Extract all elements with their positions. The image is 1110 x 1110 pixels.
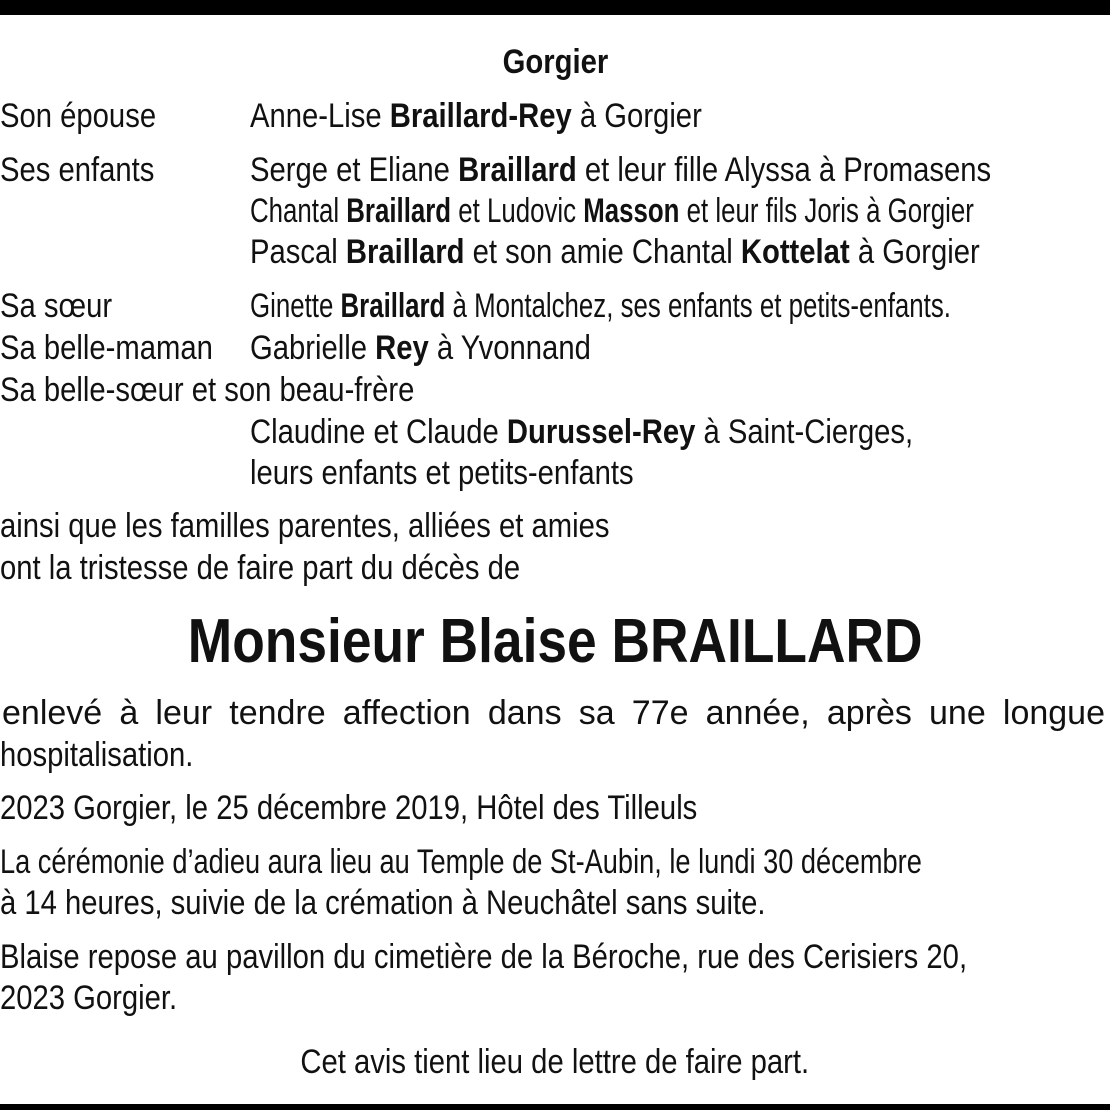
mother-in-law-entry: Gabrielle Rey à Yvonnand <box>250 329 591 367</box>
bottom-border-rule <box>0 1104 1110 1110</box>
child-entry-2: Chantal Braillard et Ludovic Masson et leur fils Joris à Gorgier <box>250 192 974 230</box>
in-laws-entry-line2: leurs enfants et petits-enfants <box>250 454 634 492</box>
mother-in-law-label: Sa belle-maman <box>0 329 213 367</box>
sister-label: Sa sœur <box>0 287 113 325</box>
paragraph-4-line-2: 2023 Gorgier. <box>0 979 178 1017</box>
paragraph-4-line-1: Blaise repose au pavillon du cimetière de la Béroche, rue des Cerisiers 20, <box>0 938 968 976</box>
announce-line-2: ont la tristesse de faire part du décès de <box>0 549 521 587</box>
children-label: Ses enfants <box>0 151 155 189</box>
announce-line-1: ainsi que les familles parentes, alliées et amies <box>0 507 610 545</box>
spouse-label: Son épouse <box>0 97 157 135</box>
child-entry-3: Pascal Braillard et son amie Chantal Kottelat à Gorgier <box>250 233 980 271</box>
child-entry-1: Serge et Eliane Braillard et leur fille Alyssa à Promasens <box>250 151 992 189</box>
paragraph-2: 2023 Gorgier, le 25 décembre 2019, Hôtel des Tilleuls <box>0 789 698 827</box>
deceased-name: Monsieur Blaise BRAILLARD <box>187 607 923 676</box>
in-laws-label: Sa belle-sœur et son beau-frère <box>0 371 415 409</box>
paragraph-1-line-2: hospitalisation. <box>0 736 194 774</box>
sister-entry: Ginette Braillard à Montalchez, ses enfants et petits-enfants. <box>250 287 951 325</box>
spouse-entry: Anne-Lise Braillard-Rey à Gorgier <box>250 97 702 135</box>
paragraph-1-line-1: enlevé à leur tendre affection dans sa 77e année, après une longue <box>2 694 1105 732</box>
paragraph-3-line-1: La cérémonie d’adieu aura lieu au Temple de St-Aubin, le lundi 30 décembre <box>0 843 922 881</box>
paragraph-3-line-2: à 14 heures, suivie de la crémation à Neuchâtel sans suite. <box>0 884 766 922</box>
closing-note: Cet avis tient lieu de lettre de faire part. <box>300 1043 810 1081</box>
top-border-rule <box>0 0 1110 15</box>
in-laws-entry: Claudine et Claude Durussel-Rey à Saint-Cierges, <box>250 413 914 451</box>
locality-heading: Gorgier <box>502 43 608 81</box>
